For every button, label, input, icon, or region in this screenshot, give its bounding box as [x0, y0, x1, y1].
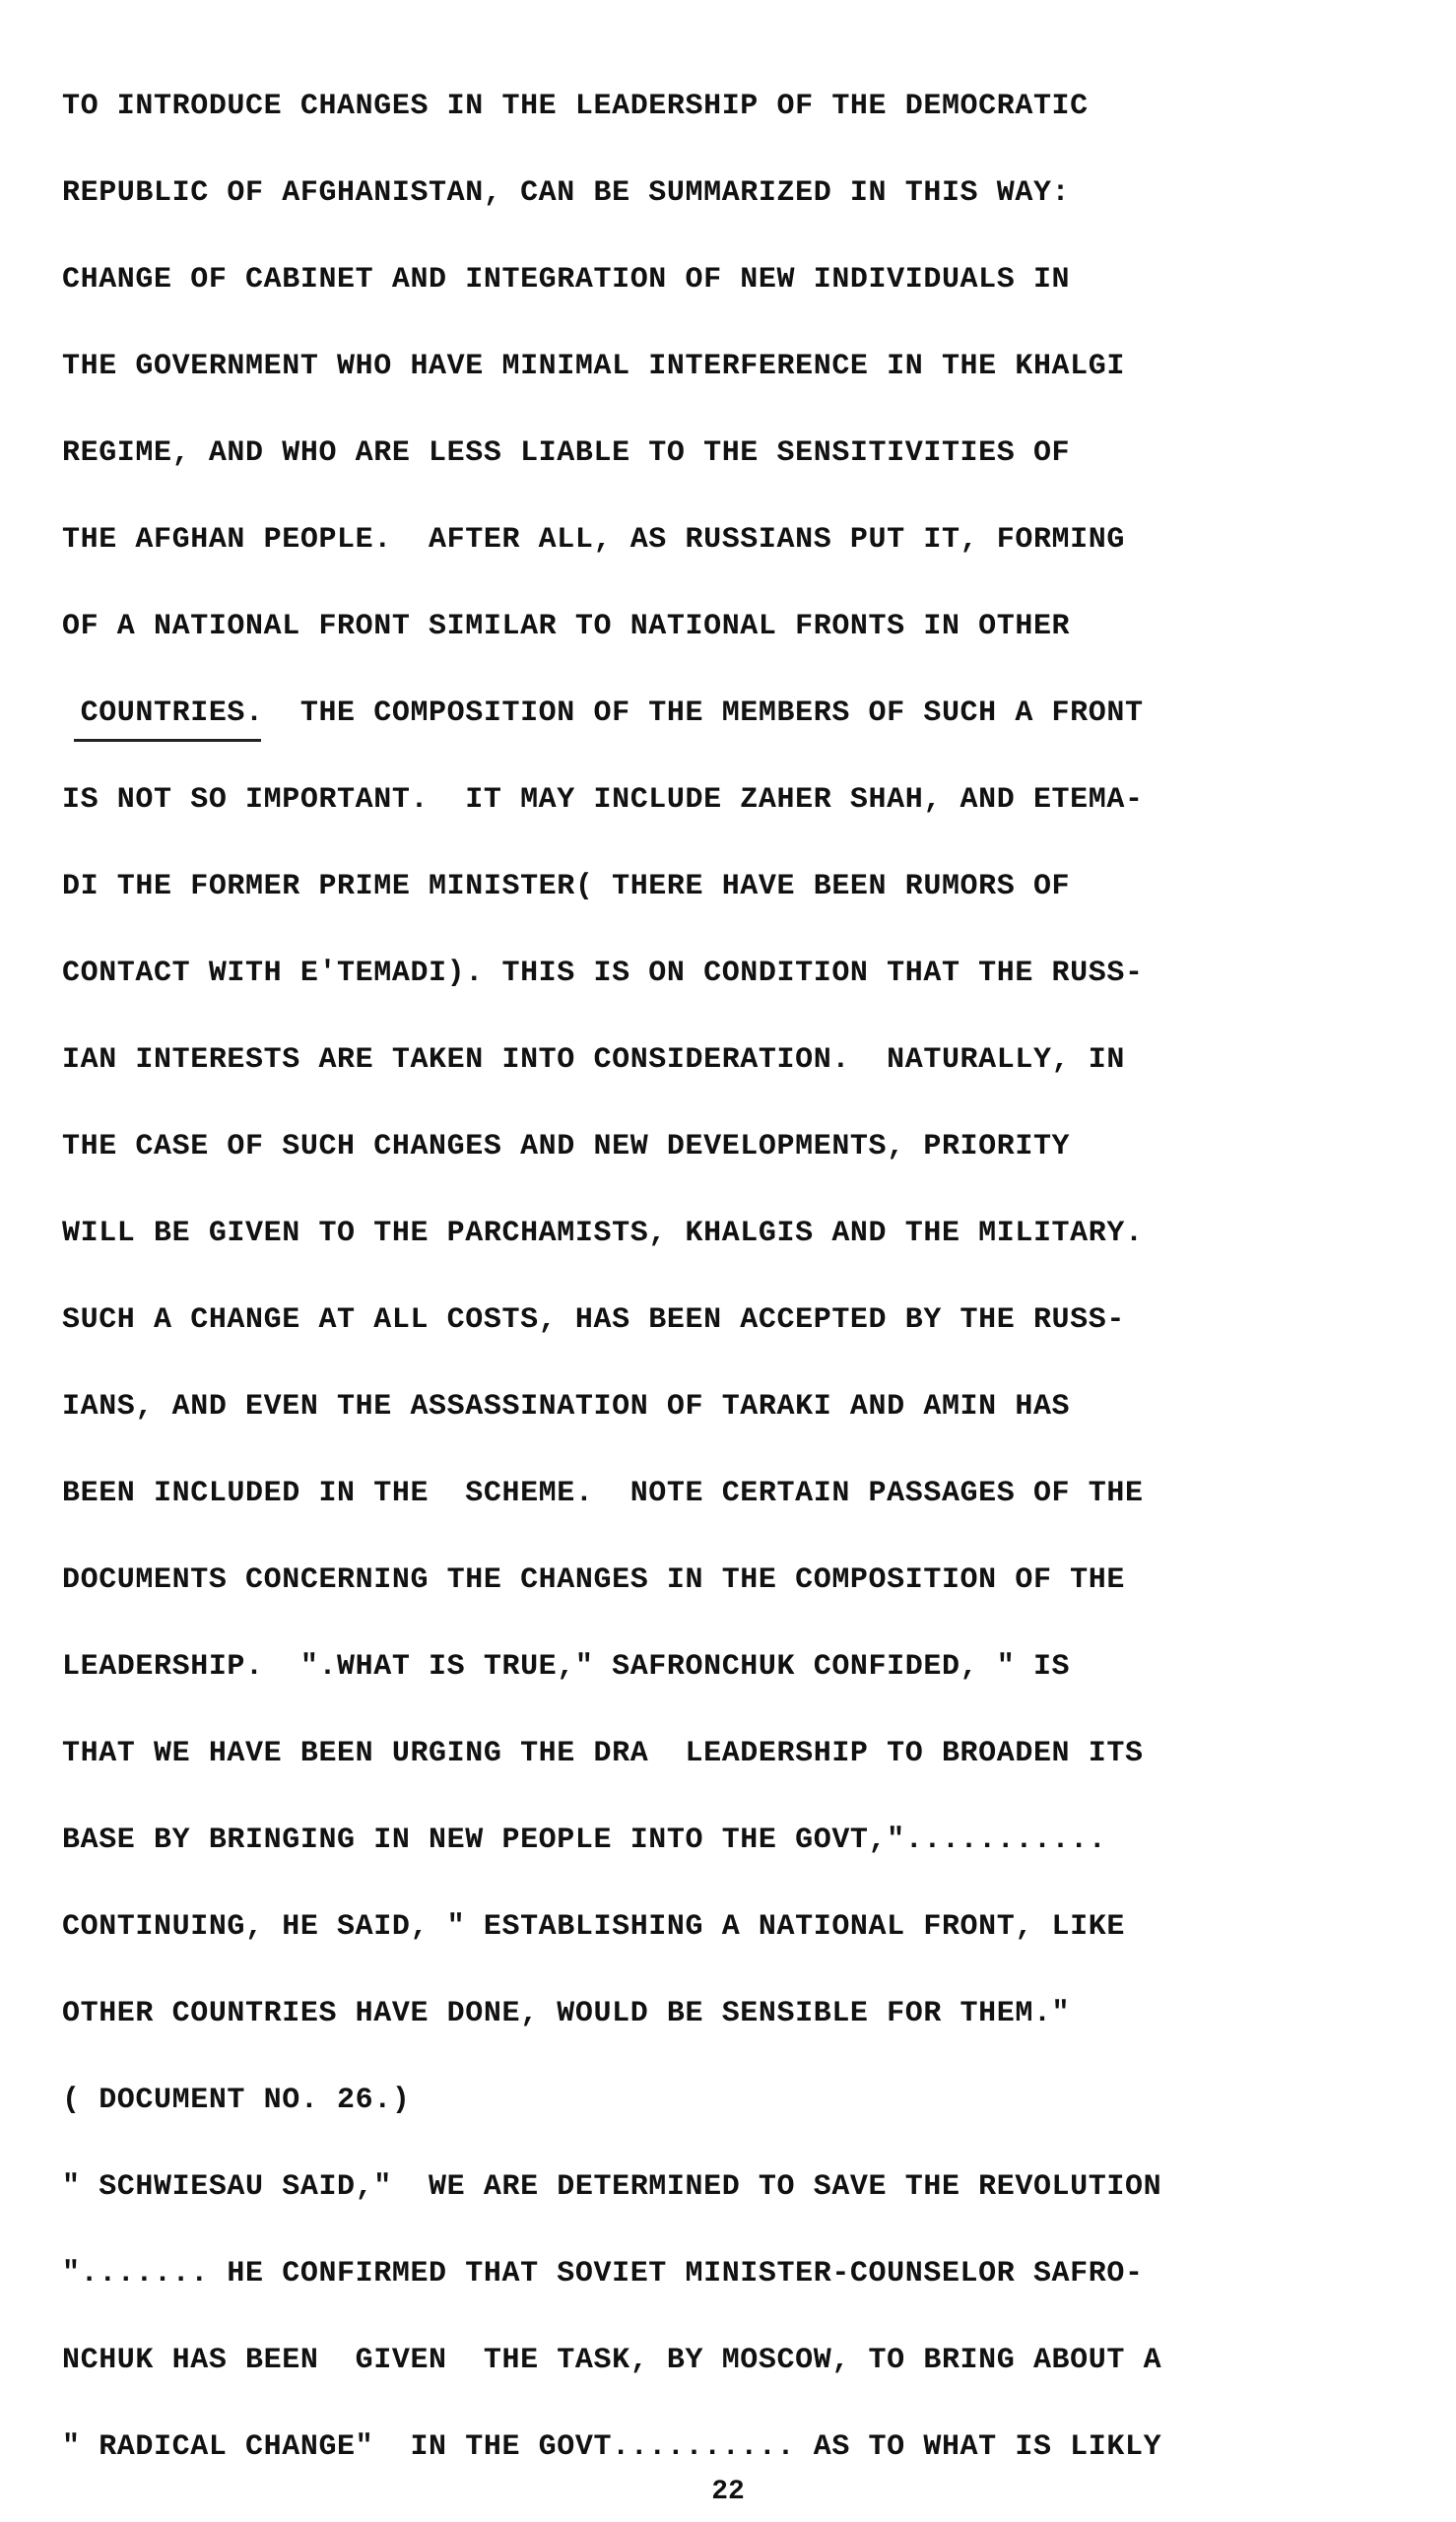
text-line: NCHUK HAS BEEN GIVEN THE TASK, BY MOSCOW, TO BRING ABOUT A: [62, 2344, 1162, 2377]
text-line: BEEN INCLUDED IN THE SCHEME. NOTE CERTAIN PASSAGES OF THE: [62, 1477, 1144, 1510]
text-line: TO INTRODUCE CHANGES IN THE LEADERSHIP OF THE DEMOCRATIC: [62, 90, 1089, 123]
text-line: WILL BE GIVEN TO THE PARCHAMISTS, KHALGIS AND THE MILITARY.: [62, 1217, 1144, 1250]
text-line: IAN INTERESTS ARE TAKEN INTO CONSIDERATION. NATURALLY, IN: [62, 1043, 1125, 1077]
text-line: REGIME, AND WHO ARE LESS LIABLE TO THE SENSITIVITIES OF: [62, 436, 1071, 470]
text-line: THE GOVERNMENT WHO HAVE MINIMAL INTERFERENCE IN THE KHALGI: [62, 350, 1125, 383]
text-line: OTHER COUNTRIES HAVE DONE, WOULD BE SENSIBLE FOR THEM.": [62, 1997, 1071, 2030]
text-line: THAT WE HAVE BEEN URGING THE DRA LEADERSHIP TO BROADEN ITS: [62, 1737, 1144, 1770]
text-line: IANS, AND EVEN THE ASSASSINATION OF TARAKI AND AMIN HAS: [62, 1390, 1071, 1424]
text-line: CONTACT WITH E'TEMADI). THIS IS ON CONDITION THAT THE RUSS-: [62, 957, 1144, 990]
text-line: "....... HE CONFIRMED THAT SOVIET MINISTER-COUNSELOR SAFRO-: [62, 2257, 1144, 2290]
text-line: COUNTRIES. THE COMPOSITION OF THE MEMBERS OF SUCH A FRONT: [62, 697, 1144, 730]
text-line: BASE BY BRINGING IN NEW PEOPLE INTO THE GOVT,"...........: [62, 1824, 1107, 1857]
text-line: IS NOT SO IMPORTANT. IT MAY INCLUDE ZAHER SHAH, AND ETEMA-: [62, 783, 1144, 817]
text-line: CONTINUING, HE SAID, " ESTABLISHING A NATIONAL FRONT, LIKE: [62, 1910, 1125, 1944]
text-line: " RADICAL CHANGE" IN THE GOVT.......... AS TO WHAT IS LIKLY: [62, 2430, 1162, 2464]
text-line: DOCUMENTS CONCERNING THE CHANGES IN THE COMPOSITION OF THE: [62, 1563, 1125, 1597]
text-line: THE AFGHAN PEOPLE. AFTER ALL, AS RUSSIANS PUT IT, FORMING: [62, 523, 1125, 557]
text-line: SUCH A CHANGE AT ALL COSTS, HAS BEEN ACCEPTED BY THE RUSS-: [62, 1303, 1125, 1337]
text-line: OF A NATIONAL FRONT SIMILAR TO NATIONAL FRONTS IN OTHER: [62, 610, 1071, 643]
page-number: 22: [711, 2477, 745, 2507]
text-line: THE CASE OF SUCH CHANGES AND NEW DEVELOPMENTS, PRIORITY: [62, 1130, 1071, 1163]
text-line: " SCHWIESAU SAID," WE ARE DETERMINED TO SAVE THE REVOLUTION: [62, 2170, 1162, 2204]
text-line: REPUBLIC OF AFGHANISTAN, CAN BE SUMMARIZED IN THIS WAY:: [62, 176, 1071, 210]
text-line: DI THE FORMER PRIME MINISTER( THERE HAVE BEEN RUMORS OF: [62, 870, 1071, 903]
text-line: LEADERSHIP. ".WHAT IS TRUE," SAFRONCHUK CONFIDED, " IS: [62, 1650, 1071, 1684]
text-line: ( DOCUMENT NO. 26.): [62, 2084, 411, 2117]
handwritten-underline: [74, 739, 261, 742]
text-line: CHANGE OF CABINET AND INTEGRATION OF NEW INDIVIDUALS IN: [62, 263, 1071, 297]
